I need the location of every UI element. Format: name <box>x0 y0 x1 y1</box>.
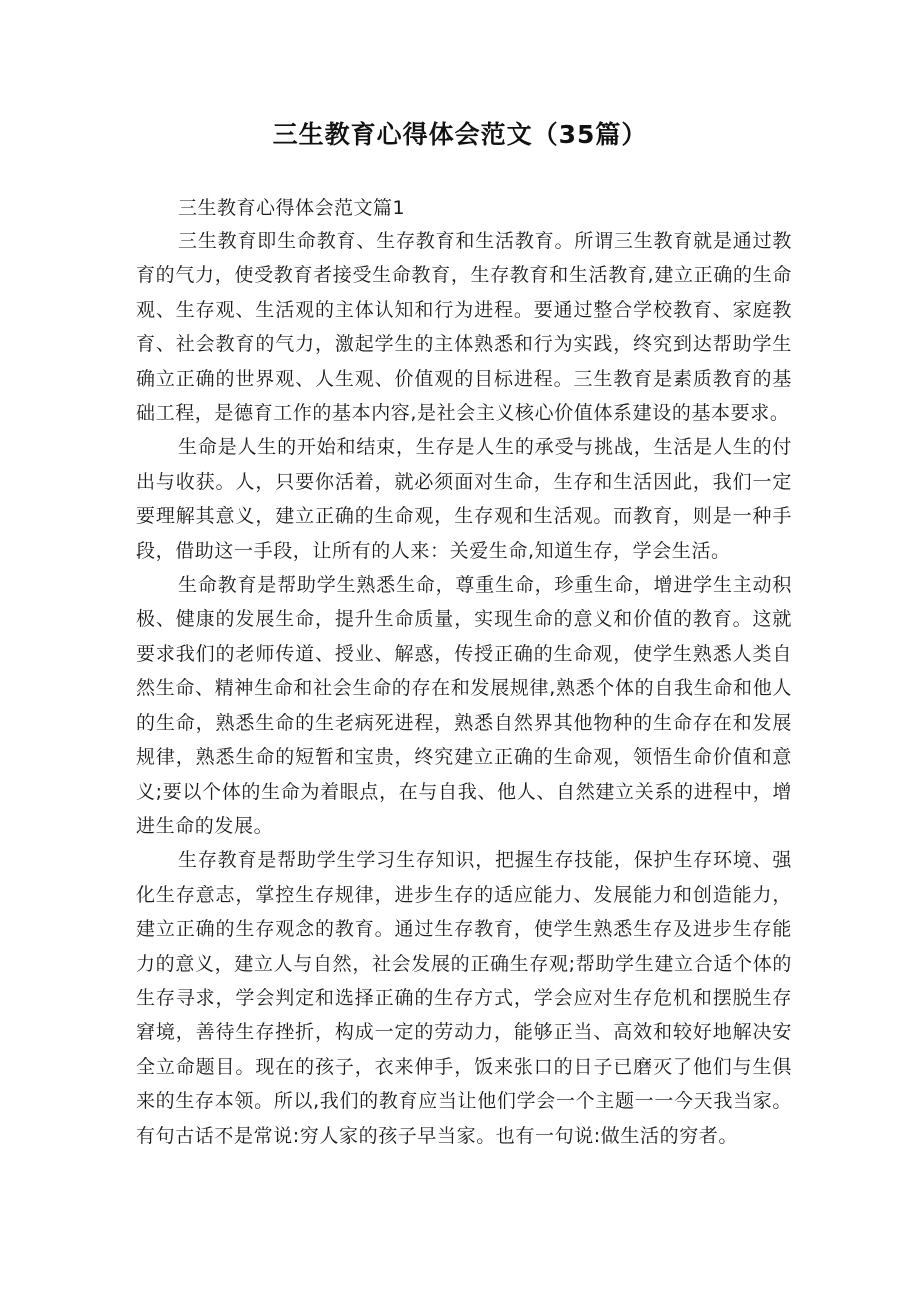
paragraph-4: 生存教育是帮助学生学习生存知识，把握生存技能，保护生存环境、强化生存意志，掌控生存规律，进步生存的适应能力、发展能力和创造能力，建立正确的生存观念的教育。通过生存教育，使学生熟悉生存及进步生存能力的意义，建立人与自然，社会发展的正确生存观;帮助学生建立合适个体的生存寻求，学会判定和选择正确的生存方式，学会应对生存危机和摆脱生存窘境，善待生存挫折，构成一定的劳动力，能够正当、高效和较好地解决安全立命题目。现在的孩子，衣来伸手，饭来张口的日子已磨灭了他们与生俱来的生存本领。所以,我们的教育应当让他们学会一个主题一一今天我当家。有句古话不是常说:穷人家的孩子早当家。也有一句说:做生活的穷者。 <box>136 849 792 1147</box>
paragraph-3: 生命教育是帮助学生熟悉生命，尊重生命，珍重生命，增进学生主动积极、健康的发展生命，提升生命质量，实现生命的意义和价值的教育。这就要求我们的老师传道、授业、解惑，传授正确的生命观，使学生熟悉人类自然生命、精神生命和社会生命的存在和发展规律,熟悉个体的自我生命和他人的生命，熟悉生命的生老病死进程，熟悉自然界其他物种的生命存在和发展规律，熟悉生命的短暂和宝贵，终究建立正确的生命观，领悟生命价值和意义;要以个体的生命为着眼点，在与自我、他人、自然建立关系的进程中，增进生命的发展。 <box>136 574 792 837</box>
section-heading: 三生教育心得体会范文篇1 <box>178 197 406 219</box>
document-body <box>136 192 792 1153</box>
document-title: 三生教育心得体会范文（35篇） <box>272 120 648 149</box>
paragraph-1: 三生教育即生命教育、生存教育和生活教育。所谓三生教育就是通过教育的气力，使受教育者接受生命教育，生存教育和生活教育,建立正确的生命观、生存观、生活观的主体认知和行为进程。要通过整合学校教育、家庭教育、社会教育的气力，激起学生的主体熟悉和行为实践，终究到达帮助学生确立正确的世界观、人生观、价值观的目标进程。三生教育是素质教育的基础工程，是德育工作的基本内容,是社会主义核心价值体系建设的基本要求。 <box>136 230 792 425</box>
paragraph-2: 生命是人生的开始和结束，生存是人生的承受与挑战，生活是人生的付出与收获。人，只要你活着，就必须面对生命，生存和生活因此，我们一定要理解其意义，建立正确的生命观，生存观和生活观。而教育，则是一种手段，借助这一手段，让所有的人来：关爱生命,知道生存，学会生活。 <box>136 436 792 562</box>
